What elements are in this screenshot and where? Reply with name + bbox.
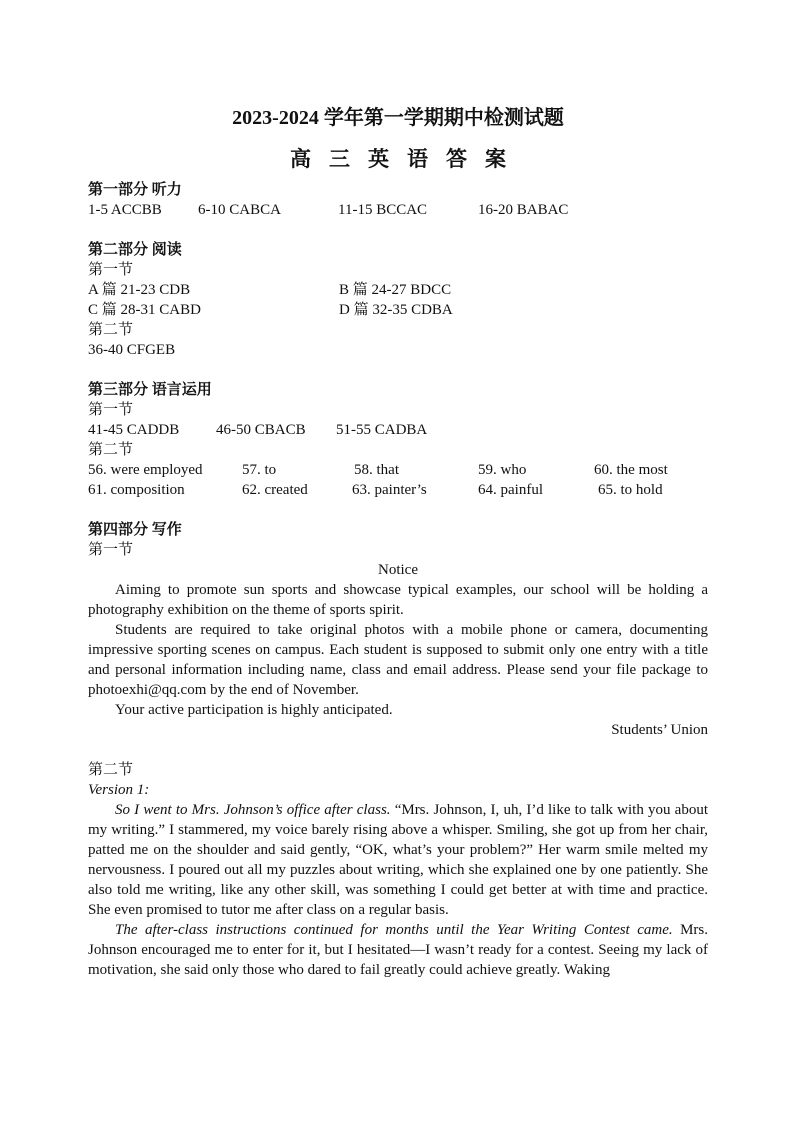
answer-item: 36-40 CFGEB — [88, 342, 176, 358]
cloze-answers — [88, 420, 708, 440]
story-lead-sentence: So I went to Mrs. Johnson’s office after class. — [115, 802, 391, 818]
section-label: 第一节 — [88, 262, 134, 278]
part2-heading: 第二部分 阅读 — [88, 242, 182, 258]
answer-item: 51-55 CADBA — [336, 422, 428, 438]
story-lead-sentence: The after-class instructions continued for months until the Year Writing Contest came. — [115, 922, 673, 938]
answer-item: 65. to hold — [598, 482, 663, 498]
answer-item: 46-50 CBACB — [216, 422, 306, 438]
section-label: 第一节 — [88, 542, 134, 558]
answer-item: 6-10 CABCA — [198, 202, 281, 218]
notice-paragraph: Aiming to promote sun sports and showcase typical examples, our school will be holding a photography exhibition on the theme of sports spirit. — [88, 582, 708, 618]
version-label: Version 1: — [88, 782, 150, 798]
section-label: 第二节 — [88, 762, 134, 778]
answer-item: 1-5 ACCBB — [88, 202, 162, 218]
answer-sheet — [88, 104, 708, 980]
answer-item: 59. who — [478, 462, 527, 478]
notice-signature: Students’ Union — [611, 722, 708, 738]
section-label: 第一节 — [88, 402, 134, 418]
grammar-row — [88, 460, 708, 480]
listening-answers — [88, 200, 708, 220]
exam-title: 2023-2024 学年第一学期期中检测试题 — [232, 107, 564, 129]
notice-paragraph: Your active participation is highly anticipated. — [115, 702, 393, 718]
story-paragraph — [88, 800, 708, 920]
answer-item: 62. created — [242, 482, 308, 498]
story-paragraph — [88, 920, 708, 980]
reading-row — [88, 300, 708, 320]
notice-paragraph: Students are required to take original photos with a mobile phone or camera, documenting impressive sporting scenes on campus. Each student is supposed to submit only one entry with a title and personal information including name, class and email address. Please send your file package to photoexhi@qq.com by the end of November. — [88, 622, 708, 698]
part3-heading: 第三部分 语言运用 — [88, 382, 212, 398]
answer-item: D 篇 32-35 CDBA — [339, 302, 453, 318]
answer-item: 56. were employed — [88, 462, 203, 478]
answer-item: 41-45 CADDB — [88, 422, 180, 438]
grammar-row — [88, 480, 708, 500]
answer-item: 63. painter’s — [352, 482, 427, 498]
section-label: 第二节 — [88, 442, 134, 458]
part4-heading: 第四部分 写作 — [88, 522, 182, 538]
answer-item: 60. the most — [594, 462, 668, 478]
story-body: Mrs. Johnson encouraged me to enter for it, but I hesitated—I wasn’t ready for a contest. Seeing my lack of motivation, she said only those who dared to fail greatly could achieve greatly. Waking — [88, 922, 709, 978]
answer-item: 61. composition — [88, 482, 185, 498]
notice-title: Notice — [378, 562, 418, 578]
exam-subtitle: 高三英语答案 — [290, 147, 524, 171]
answer-item: 16-20 BABAC — [478, 202, 569, 218]
story-body: “Mrs. Johnson, I, uh, I’d like to talk with you about my writing.” I stammered, my voice barely rising above a whisper. Smiling, she got up from her chair, patted me on the shoulder and said gently, “OK, what’s your problem?” Her warm smile melted my nervousness. I poured out all my puzzles about writing, which she explained one by one patiently. She also told me writing, like any other skill, was something I could get better at with time and practice. She even promised to tutor me after class on a regular basis. — [88, 802, 708, 918]
answer-item: 57. to — [242, 462, 277, 478]
answer-item: 64. painful — [478, 482, 543, 498]
answer-item: B 篇 24-27 BDCC — [339, 282, 452, 298]
answer-item: 58. that — [354, 462, 399, 478]
section-label: 第二节 — [88, 322, 134, 338]
answer-item: C 篇 28-31 CABD — [88, 302, 201, 318]
reading-row — [88, 280, 708, 300]
part1-heading: 第一部分 听力 — [88, 182, 182, 198]
answer-item: 11-15 BCCAC — [338, 202, 428, 218]
answer-item: A 篇 21-23 CDB — [88, 282, 191, 298]
